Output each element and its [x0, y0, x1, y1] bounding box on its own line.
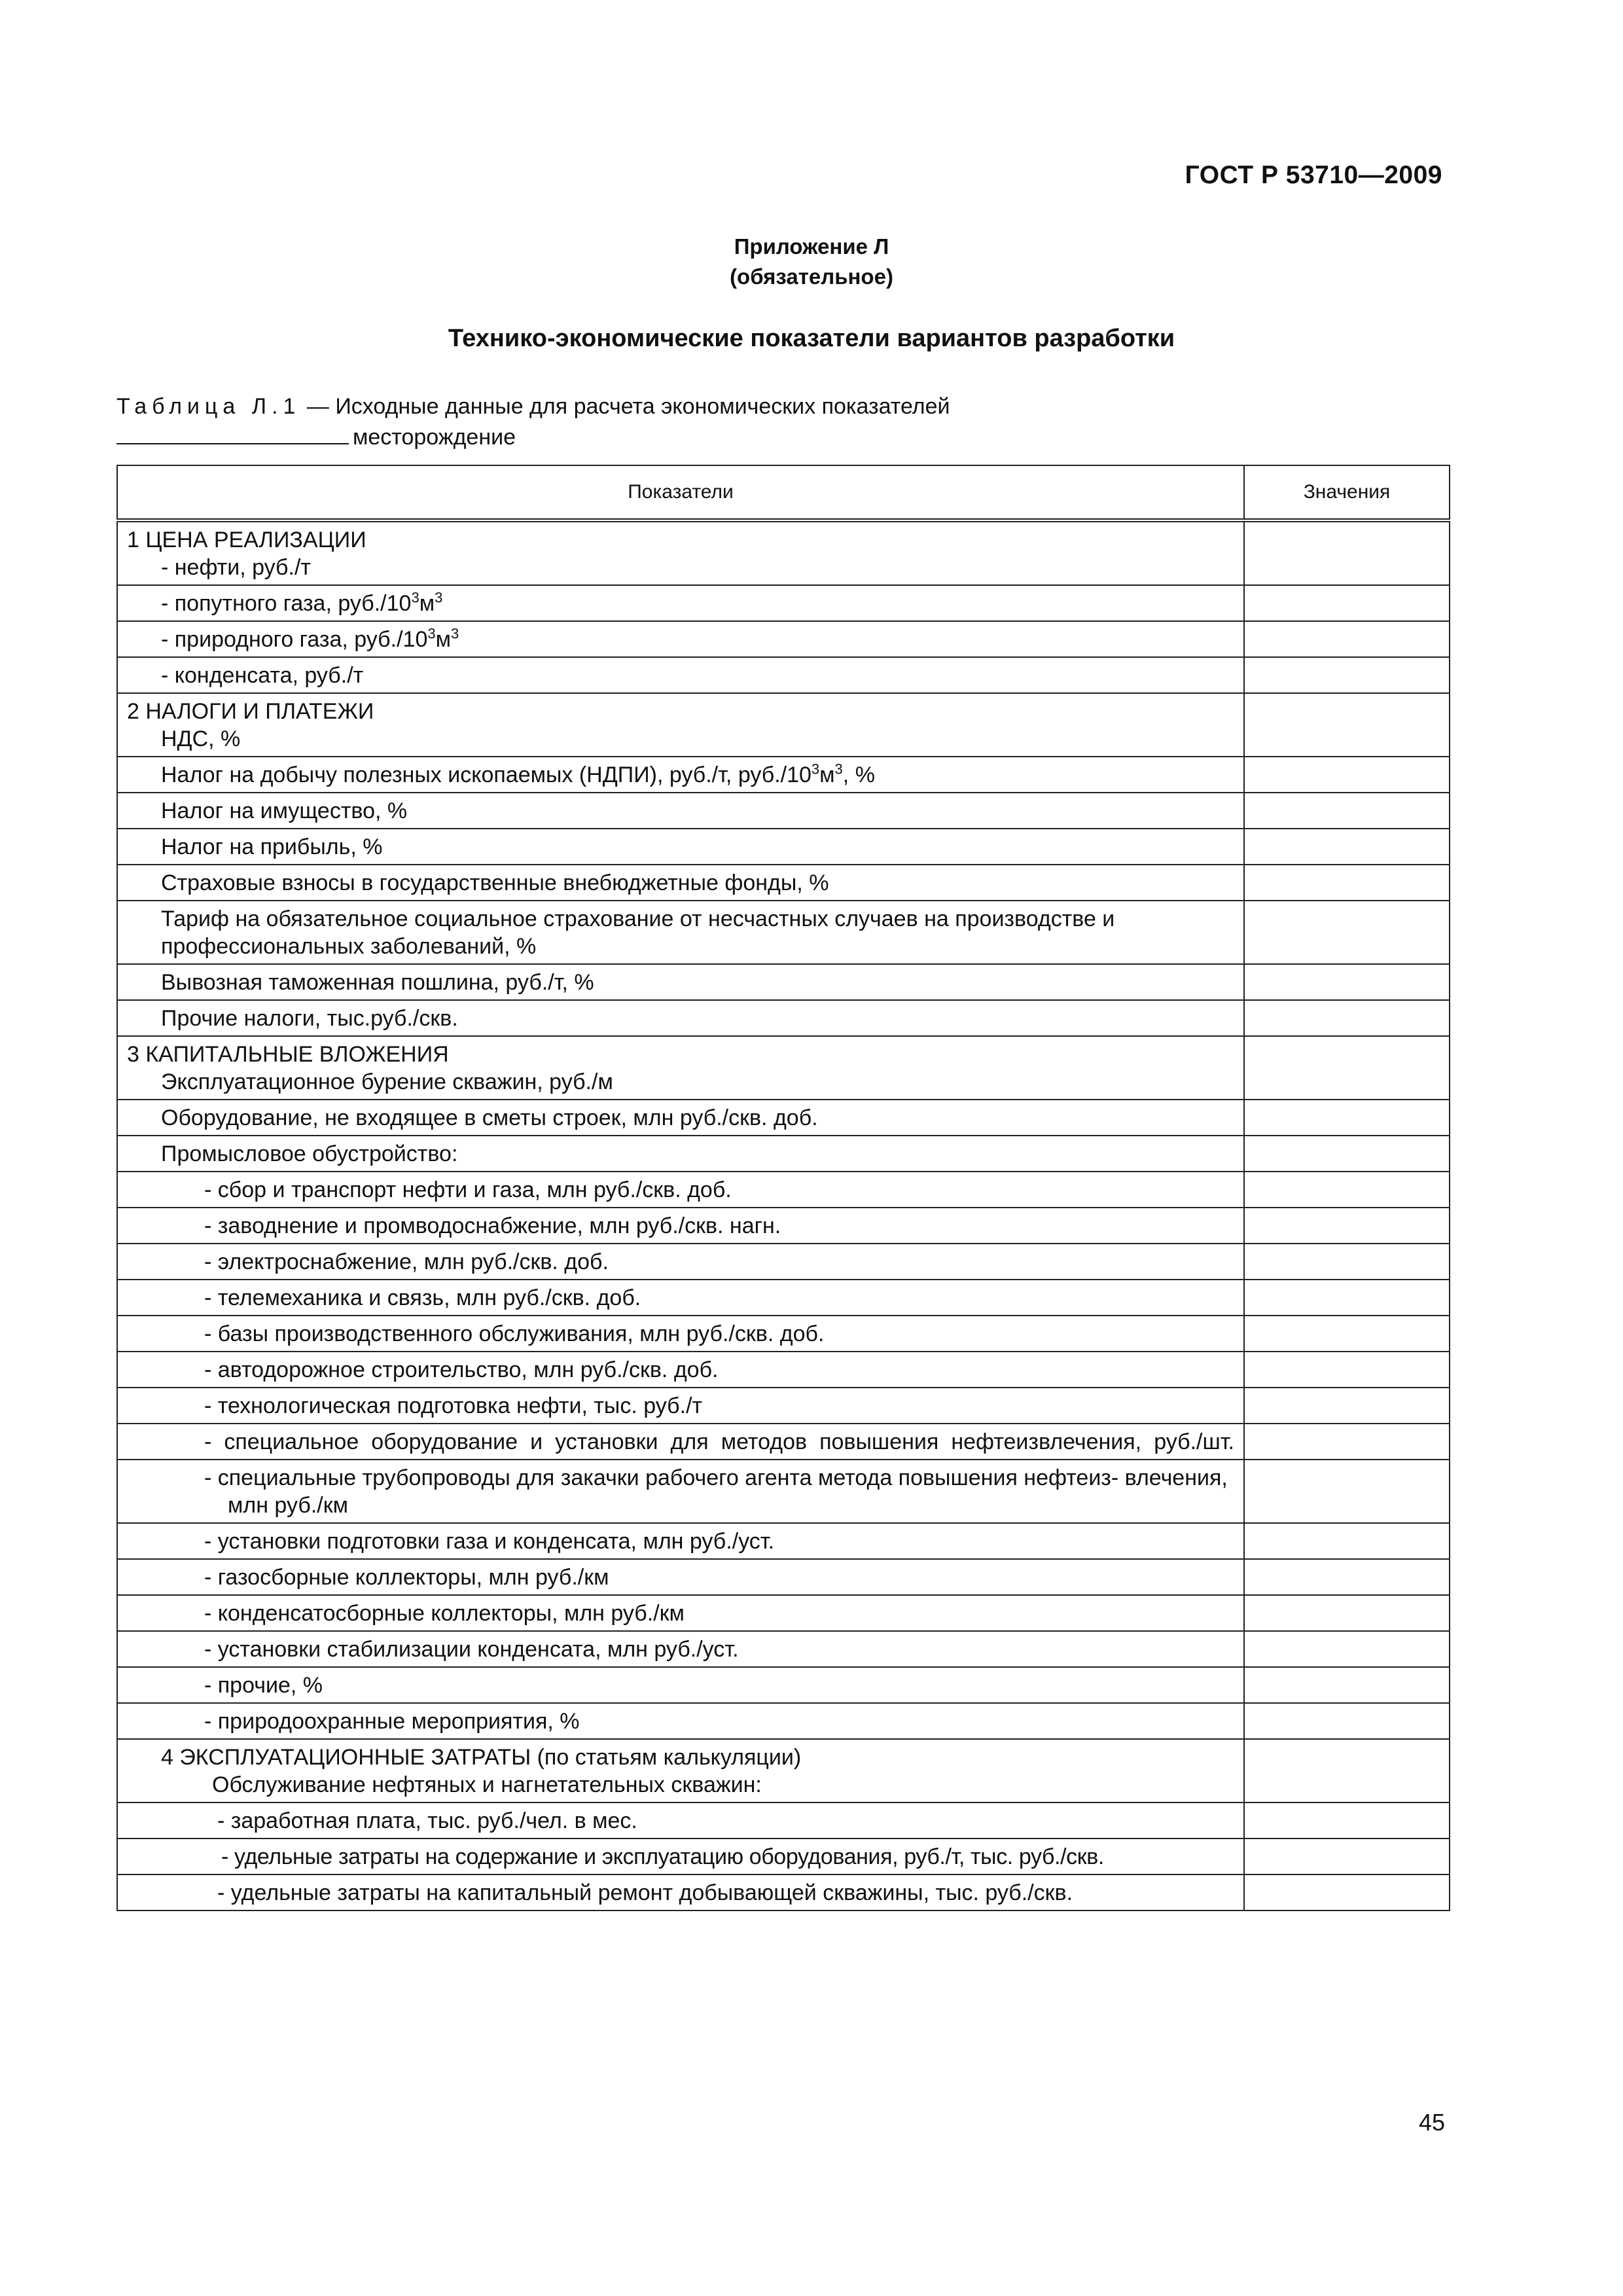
column-header-values: Значения — [1244, 465, 1450, 520]
row-label: - удельные затраты на содержание и эксплуатацию оборудования, руб./т, тыс. руб./скв. — [221, 1844, 1104, 1869]
appendix-status: (обязательное) — [730, 264, 893, 289]
value-cell[interactable] — [1244, 1523, 1450, 1559]
appendix-title: Приложение Л — [734, 234, 889, 259]
table-row — [117, 1136, 1450, 1172]
table-row — [117, 621, 1450, 657]
row-label: - конденсатосборные коллекторы, млн руб./км — [204, 1601, 685, 1626]
row-label: - удельные затраты на капитальный ремонт добывающей скважины, тыс. руб./скв. — [217, 1880, 1073, 1905]
section-heading: 2 НАЛОГИ И ПЛАТЕЖИ — [127, 699, 374, 724]
row-label: - конденсата, руб./т — [161, 663, 364, 688]
value-cell[interactable] — [1244, 1739, 1450, 1803]
row-label: Налог на прибыль, % — [161, 834, 383, 859]
value-cell[interactable] — [1244, 585, 1450, 621]
row-label: Налог на имущество, % — [161, 798, 408, 823]
section-title: Технико-экономические показатели вариантов разработки — [448, 325, 1175, 352]
table-row — [117, 1208, 1450, 1244]
page-number: 45 — [1418, 2109, 1445, 2136]
table-row — [117, 1667, 1450, 1703]
value-cell[interactable] — [1244, 520, 1450, 585]
value-cell[interactable] — [1244, 1036, 1450, 1100]
table-row — [117, 1036, 1450, 1100]
row-label: - нефти, руб./т — [161, 555, 311, 580]
row-label: - автодорожное строительство, млн руб./скв. доб. — [204, 1357, 719, 1382]
table-row — [117, 1460, 1450, 1523]
table-row — [117, 1388, 1450, 1424]
value-cell[interactable] — [1244, 1100, 1450, 1136]
table-row — [117, 520, 1450, 585]
row-label: - технологическая подготовка нефти, тыс. руб./т — [204, 1393, 703, 1418]
row-label: - установки подготовки газа и конденсата, млн руб./уст. — [204, 1529, 775, 1554]
value-cell[interactable] — [1244, 1667, 1450, 1703]
row-label: - специальное оборудование и установки для методов повышения нефтеизвлечения, руб./шт. — [204, 1429, 1234, 1454]
table-row — [117, 1595, 1450, 1631]
value-cell[interactable] — [1244, 1280, 1450, 1316]
table-row — [117, 1703, 1450, 1739]
row-label: Вывозная таможенная пошлина, руб./т, % — [161, 970, 594, 995]
table-row — [117, 1172, 1450, 1208]
value-cell[interactable] — [1244, 1559, 1450, 1595]
table-row — [117, 1523, 1450, 1559]
value-cell[interactable] — [1244, 1839, 1450, 1874]
row-label: - установки стабилизации конденсата, млн руб./уст. — [204, 1637, 739, 1662]
value-cell[interactable] — [1244, 865, 1450, 901]
table-row — [117, 865, 1450, 901]
table-row — [117, 693, 1450, 757]
value-cell[interactable] — [1244, 1136, 1450, 1172]
value-cell[interactable] — [1244, 1424, 1450, 1460]
table-row — [117, 1244, 1450, 1280]
row-label: Страховые взносы в государственные внебюджетные фонды, % — [161, 870, 829, 895]
gost-number: ГОСТ Р 53710—2009 — [1185, 161, 1442, 189]
row-label: НДС, % — [161, 726, 241, 751]
row-label: Тариф на обязательное социальное страхование от несчастных случаев на производстве и профессиональных заболеваний, % — [161, 906, 1115, 959]
row-label: - специальные трубопроводы для закачки рабочего агента метода повышения нефтеиз- влечения, млн руб./км — [204, 1465, 1228, 1518]
value-cell[interactable] — [1244, 1316, 1450, 1352]
value-cell[interactable] — [1244, 1460, 1450, 1523]
value-cell[interactable] — [1244, 621, 1450, 657]
table-row — [117, 793, 1450, 829]
row-label: Прочие налоги, тыс.руб./скв. — [161, 1006, 458, 1031]
table-row — [117, 1839, 1450, 1874]
table-row — [117, 1316, 1450, 1352]
section-heading: 1 ЦЕНА РЕАЛИЗАЦИИ — [127, 528, 366, 552]
table-row — [117, 1000, 1450, 1036]
row-label: - попутного газа, $руб./10^3м^3$ — [161, 589, 443, 616]
value-cell[interactable] — [1244, 901, 1450, 964]
row-label: - природоохранные мероприятия, % — [204, 1709, 580, 1734]
value-cell[interactable] — [1244, 793, 1450, 829]
row-label: - телемеханика и связь, млн руб./скв. доб. — [204, 1285, 641, 1310]
table-row — [117, 1100, 1450, 1136]
row-label: - электроснабжение, млн руб./скв. доб. — [204, 1249, 609, 1274]
value-cell[interactable] — [1244, 1208, 1450, 1244]
row-label: - газосборные коллекторы, млн руб./км — [204, 1565, 609, 1590]
column-header-indicators: Показатели — [117, 465, 1244, 520]
value-cell[interactable] — [1244, 1631, 1450, 1667]
value-cell[interactable] — [1244, 1352, 1450, 1388]
row-label: - сбор и транспорт нефти и газа, млн руб./скв. доб. — [204, 1177, 732, 1202]
table-row — [117, 1559, 1450, 1595]
value-cell[interactable] — [1244, 964, 1450, 1000]
row-label: - базы производственного обслуживания, млн руб./скв. доб. — [204, 1321, 825, 1346]
section-heading: 3 КАПИТАЛЬНЫЕ ВЛОЖЕНИЯ — [127, 1042, 449, 1067]
table-row — [117, 1352, 1450, 1388]
value-cell[interactable] — [1244, 1803, 1450, 1839]
row-label: Налог на добычу полезных ископаемых (НДПИ), руб./т, $руб./10^3м^3$, % — [161, 761, 875, 787]
table-row — [117, 1739, 1450, 1803]
value-cell[interactable] — [1244, 757, 1450, 793]
value-cell[interactable] — [1244, 1703, 1450, 1739]
row-label: - прочие, % — [204, 1673, 323, 1698]
table-row — [117, 1424, 1450, 1460]
value-cell[interactable] — [1244, 1595, 1450, 1631]
row-label: Промысловое обустройство: — [161, 1141, 458, 1166]
section-heading: 4 ЭКСПЛУАТАЦИОННЫЕ ЗАТРАТЫ (по статьям калькуляции) — [161, 1745, 802, 1770]
row-label: Оборудование, не входящее в сметы строек, млн руб./скв. доб. — [161, 1105, 818, 1130]
row-label: - заводнение и промводоснабжение, млн руб./скв. нагн. — [204, 1213, 781, 1238]
appendix-heading — [0, 232, 1623, 292]
value-cell[interactable] — [1244, 1244, 1450, 1280]
value-cell[interactable] — [1244, 1000, 1450, 1036]
row-label: Обслуживание нефтяных и нагнетательных скважин: — [212, 1772, 762, 1797]
row-label: - заработная плата, тыс. руб./чел. в мес. — [217, 1808, 637, 1833]
value-cell[interactable] — [1244, 693, 1450, 757]
table-row — [117, 1631, 1450, 1667]
value-cell[interactable] — [1244, 1172, 1450, 1208]
row-label: - природного газа, $руб./10^3м^3$ — [161, 625, 459, 652]
table-row — [117, 1280, 1450, 1316]
value-cell[interactable] — [1244, 1388, 1450, 1424]
field-name-blank — [116, 423, 349, 444]
row-label: Эксплуатационное бурение скважин, руб./м — [161, 1069, 613, 1094]
value-cell[interactable] — [1244, 657, 1450, 693]
indicators-table — [116, 465, 1450, 1911]
table-caption-label: Таблица Л.1 — [116, 394, 301, 419]
table-caption-field: месторождение — [353, 425, 516, 450]
table-row — [117, 1803, 1450, 1839]
table-header-row — [117, 465, 1450, 520]
table-row — [117, 585, 1450, 621]
table-row — [117, 657, 1450, 693]
table-row — [117, 1874, 1450, 1910]
table-row — [117, 757, 1450, 793]
value-cell[interactable] — [1244, 829, 1450, 865]
table-row — [117, 901, 1450, 964]
table-row — [117, 829, 1450, 865]
table-caption — [116, 391, 1425, 453]
value-cell[interactable] — [1244, 1874, 1450, 1910]
table-caption-text: — Исходные данные для расчета экономических показателей — [306, 394, 950, 419]
table-row — [117, 964, 1450, 1000]
